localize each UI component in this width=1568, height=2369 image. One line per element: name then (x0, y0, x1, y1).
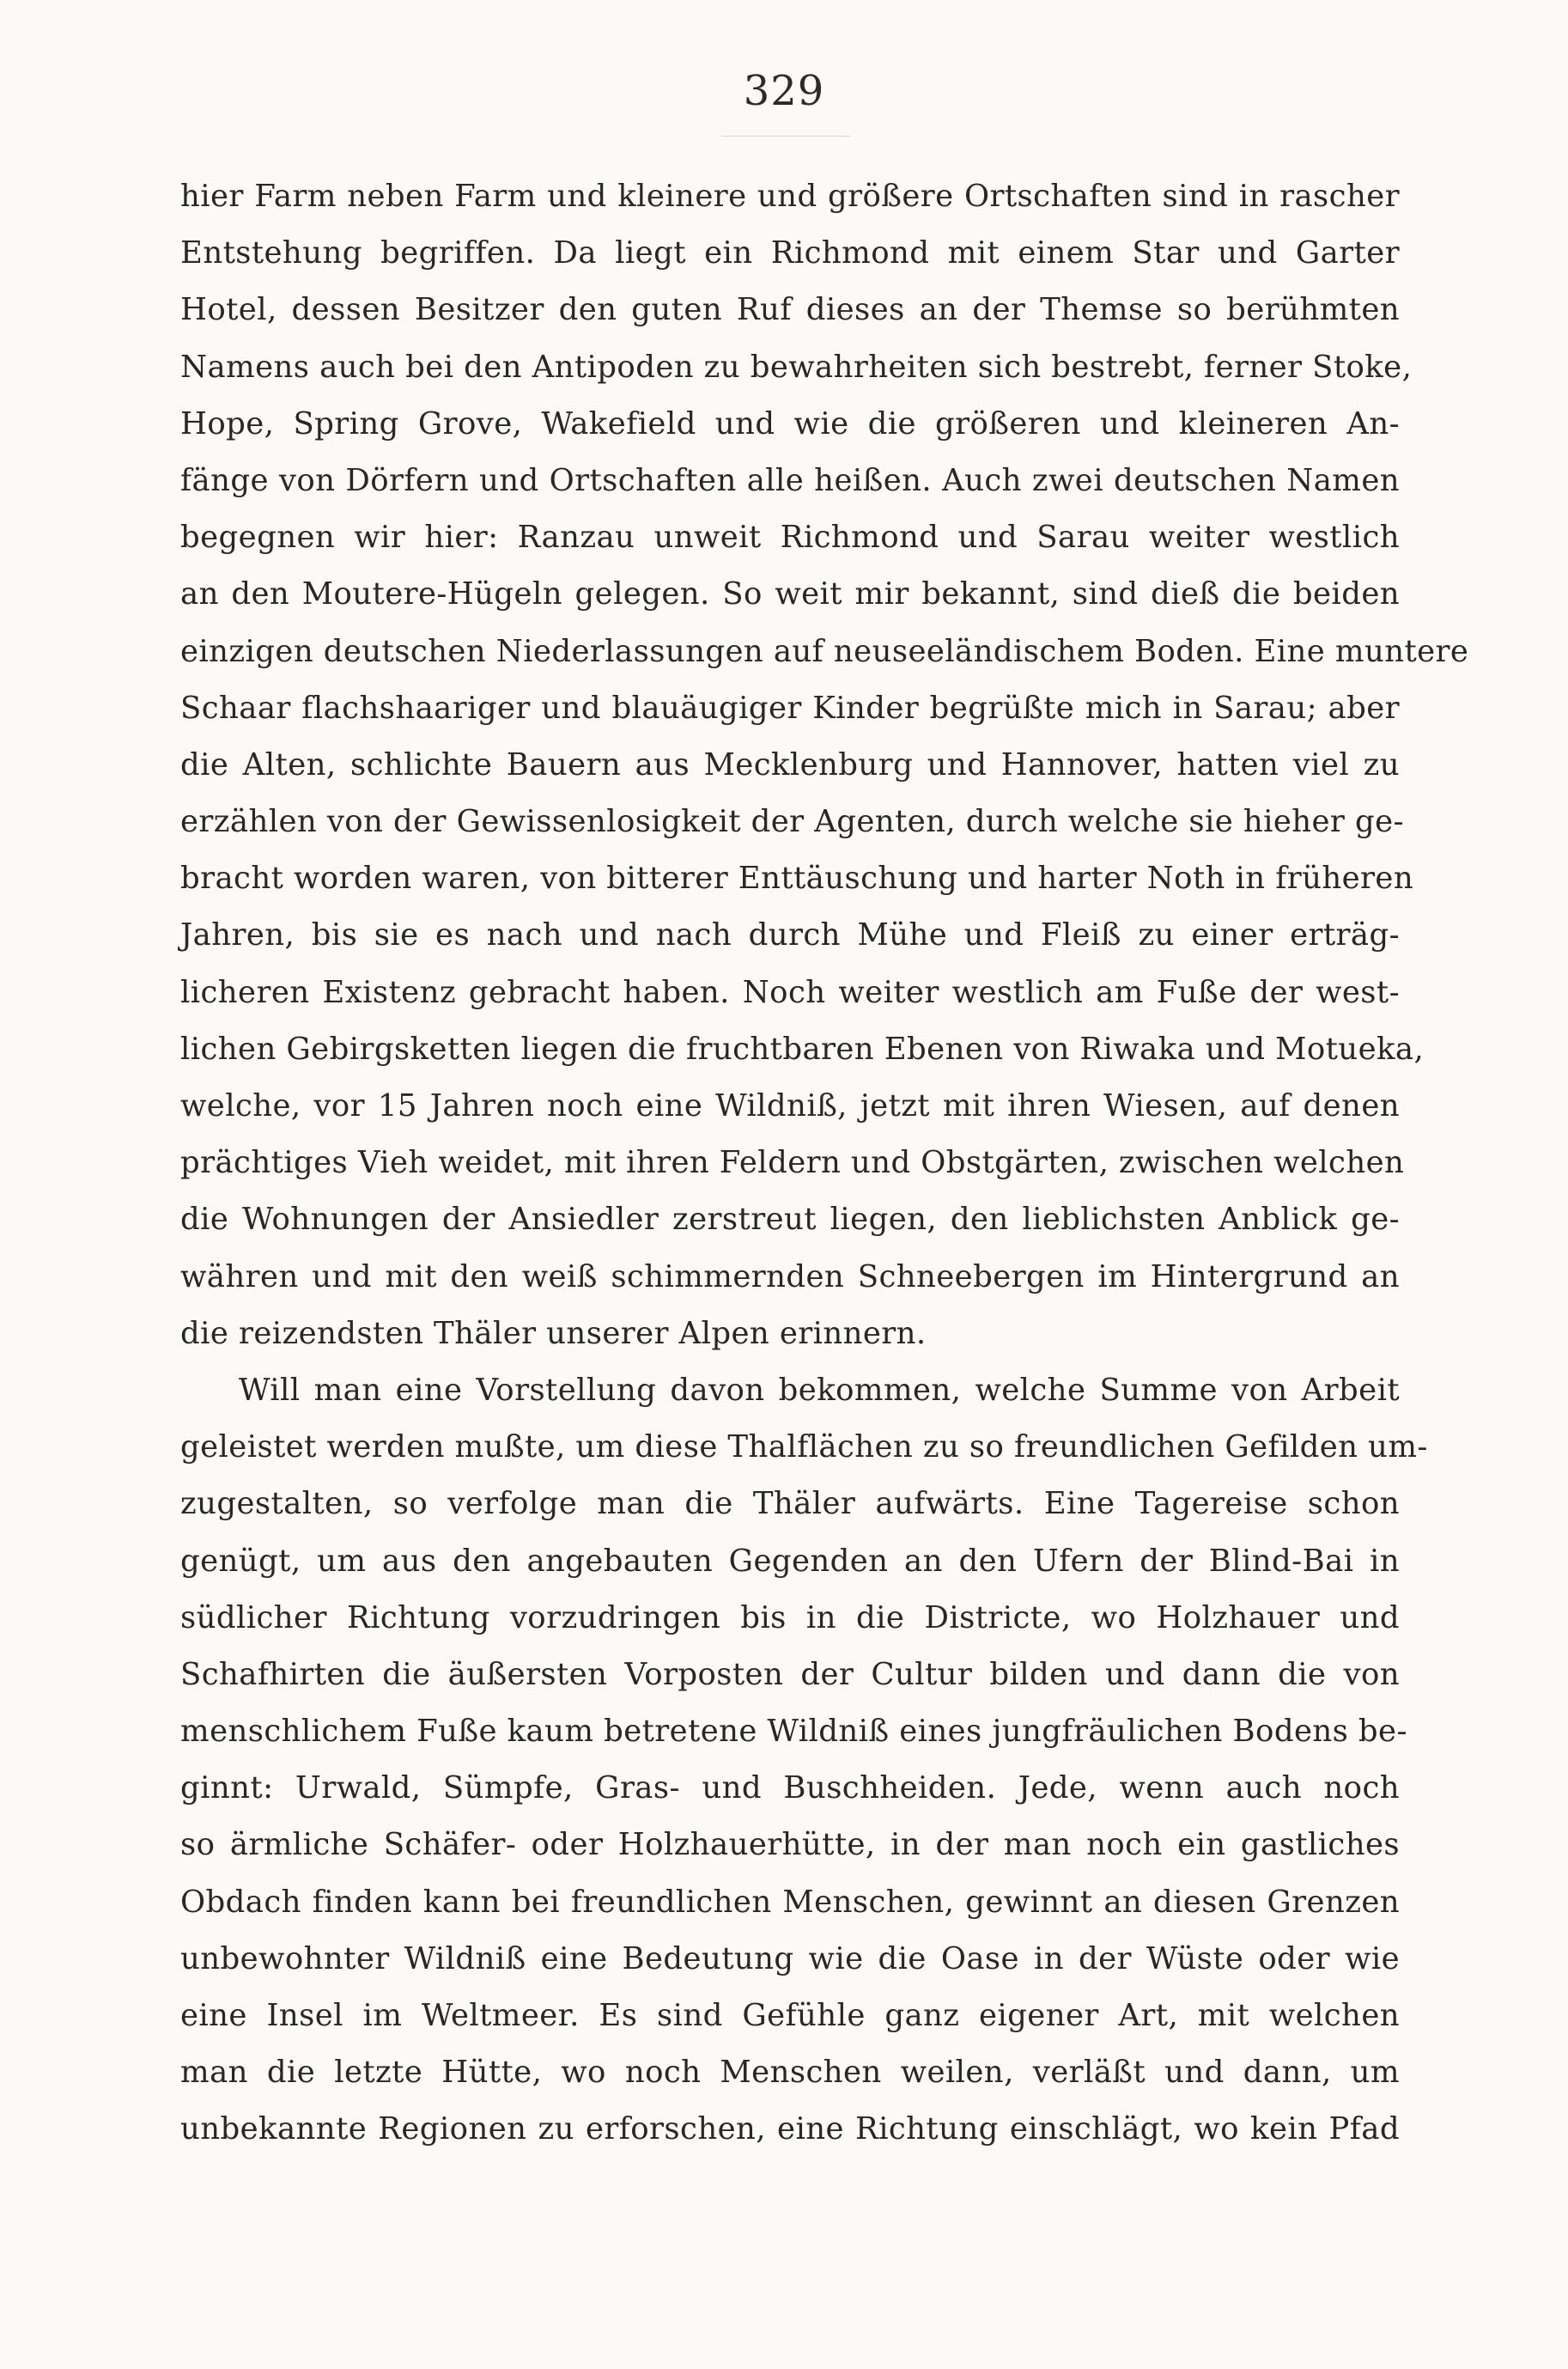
text-line: menschlichem Fuße kaum betretene Wildniß eines jungfräulichen Bodens be- (180, 1714, 1407, 1750)
text-line: südlicher Richtung vorzudringen bis in die Districte, wo Holzhauer und (180, 1599, 1400, 1635)
text-line: Hotel, dessen Besitzer den guten Ruf dieses an der Themse so berühmten (180, 292, 1400, 328)
text-line: bracht worden waren, von bitterer Enttäuschung und harter Noth in früheren (180, 861, 1414, 897)
text-line: Jahren, bis sie es nach und nach durch Mühe und Fleiß zu einer erträg- (180, 917, 1400, 953)
text-line: an den Moutere-Hügeln gelegen. So weit mir bekannt, sind dieß die beiden (180, 576, 1400, 612)
text-line: prächtiges Vieh weidet, mit ihren Feldern und Obstgärten, zwischen welchen (180, 1145, 1405, 1181)
text-line: welche, vor 15 Jahren noch eine Wildniß, jetzt mit ihren Wiesen, auf denen (180, 1088, 1400, 1124)
text-line: Schafhirten die äußersten Vorposten der Cultur bilden und dann die von (180, 1656, 1400, 1692)
text-line: Entstehung begriffen. Da liegt ein Richmond mit einem Star und Garter (180, 235, 1400, 271)
text-line: genügt, um aus den angebauten Gegenden an den Ufern der Blind-Bai in (180, 1543, 1400, 1579)
text-line: man die letzte Hütte, wo noch Menschen weilen, verläßt und dann, um (180, 2055, 1400, 2091)
text-line: fänge von Dörfern und Ortschaften alle heißen. Auch zwei deutschen Namen (180, 462, 1400, 498)
text-line: lichen Gebirgsketten liegen die fruchtbaren Ebenen von Riwaka und Motueka, (180, 1031, 1425, 1067)
paragraph-2 (180, 1362, 1428, 2159)
text-line: Will man eine Vorstellung davon bekommen, welche Summe von Arbeit (239, 1372, 1400, 1408)
text-line: die Wohnungen der Ansiedler zerstreut liegen, den lieblichsten Anblick ge- (180, 1202, 1400, 1238)
text-line: ginnt: Urwald, Sümpfe, Gras- und Buschheiden. Jede, wenn auch noch (180, 1770, 1400, 1806)
body-text (180, 168, 1469, 2159)
text-line: unbewohnter Wildniß eine Bedeutung wie die Oase in der Wüste oder wie (180, 1940, 1400, 1976)
text-line: Obdach finden kann bei freundlichen Menschen, gewinnt an diesen Grenzen (180, 1884, 1400, 1920)
text-line: die Alten, schlichte Bauern aus Mecklenburg und Hannover, hatten viel zu (180, 746, 1400, 783)
text-line: einzigen deutschen Niederlassungen auf neuseeländischem Boden. Eine muntere (180, 633, 1469, 669)
text-line: Namens auch bei den Antipoden zu bewahrheiten sich bestrebt, ferner Stoke, (180, 349, 1413, 385)
header-rule (721, 136, 850, 137)
text-line: währen und mit den weiß schimmernden Schneebergen im Hintergrund an (180, 1258, 1400, 1294)
text-line: eine Insel im Weltmeer. Es sind Gefühle ganz eigener Art, mit welchen (180, 1998, 1400, 2033)
text-line: Schaar flachshaariger und blauäugiger Kinder begrüßte mich in Sarau; aber (180, 690, 1400, 726)
text-line: so ärmliche Schäfer- oder Holzhauerhütte, in der man noch ein gastliches (180, 1827, 1400, 1863)
text-line: zugestalten, so verfolge man die Thäler aufwärts. Eine Tagereise schon (180, 1486, 1400, 1522)
page-number: 329 (743, 67, 825, 115)
text-line: Hope, Spring Grove, Wakefield und wie die größeren und kleineren An- (180, 405, 1400, 442)
text-line: erzählen von der Gewissenlosigkeit der Agenten, durch welche sie hieher ge- (180, 804, 1404, 840)
text-line: die reizendsten Thäler unserer Alpen erinnern. (180, 1315, 927, 1351)
text-line: licheren Existenz gebracht haben. Noch weiter westlich am Fuße der west- (180, 974, 1400, 1010)
text-line: begegnen wir hier: Ranzau unweit Richmond und Sarau weiter westlich (180, 520, 1400, 556)
text-line: unbekannte Regionen zu erforschen, eine Richtung einschlägt, wo kein Pfad (180, 2111, 1400, 2147)
text-line: hier Farm neben Farm und kleinere und größere Ortschaften sind in rascher (180, 179, 1400, 214)
paragraph-1 (180, 168, 1469, 1362)
text-line: geleistet werden mußte, um diese Thalflächen zu so freundlichen Gefilden um- (180, 1429, 1428, 1465)
